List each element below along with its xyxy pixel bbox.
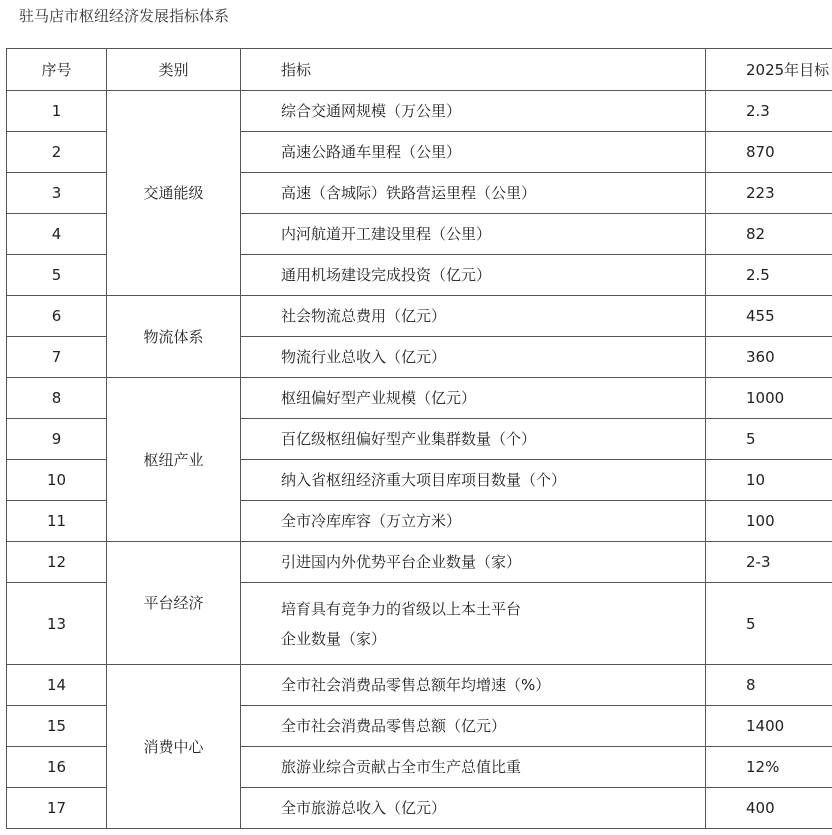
row-target: 5: [706, 419, 832, 460]
row-target: 223: [706, 173, 832, 214]
indicator-table: [6, 48, 832, 829]
row-target: 100: [706, 501, 832, 542]
row-indicator: 内河航道开工建设里程（公里）: [241, 214, 706, 255]
row-seq: 8: [7, 378, 107, 419]
row-target: 12%: [706, 747, 832, 788]
table-row: [7, 296, 832, 337]
row-seq: 2: [7, 132, 107, 173]
table-row: [7, 542, 832, 583]
row-seq: 1: [7, 91, 107, 132]
category-cell: 物流体系: [107, 296, 241, 378]
row-seq: 6: [7, 296, 107, 337]
row-target: 82: [706, 214, 832, 255]
row-seq: 3: [7, 173, 107, 214]
row-seq: 13: [7, 583, 107, 665]
row-indicator: 全市社会消费品零售总额年均增速（%）: [241, 665, 706, 706]
row-seq: 9: [7, 419, 107, 460]
row-indicator: 综合交通网规模（万公里）: [241, 91, 706, 132]
table-header-row: [7, 49, 832, 91]
row-target: 455: [706, 296, 832, 337]
row-seq: 4: [7, 214, 107, 255]
table-row: [7, 665, 832, 706]
row-indicator: 全市社会消费品零售总额（亿元）: [241, 706, 706, 747]
row-indicator: 全市旅游总收入（亿元）: [241, 788, 706, 829]
row-seq: 15: [7, 706, 107, 747]
category-cell: 平台经济: [107, 542, 241, 665]
row-seq: 5: [7, 255, 107, 296]
row-target: 2.5: [706, 255, 832, 296]
row-seq: 16: [7, 747, 107, 788]
row-seq: 7: [7, 337, 107, 378]
row-indicator: 全市冷库库容（万立方米）: [241, 501, 706, 542]
row-indicator: 高速（含城际）铁路营运里程（公里）: [241, 173, 706, 214]
header-category: 类别: [107, 49, 241, 91]
row-seq: 17: [7, 788, 107, 829]
row-target: 2.3: [706, 91, 832, 132]
row-target: 1000: [706, 378, 832, 419]
row-target: 870: [706, 132, 832, 173]
row-indicator: 高速公路通车里程（公里）: [241, 132, 706, 173]
category-cell: 交通能级: [107, 91, 241, 296]
row-indicator: 旅游业综合贡献占全市生产总值比重: [241, 747, 706, 788]
row-indicator: 引进国内外优势平台企业数量（家）: [241, 542, 706, 583]
row-target: 5: [706, 583, 832, 665]
category-cell: 枢纽产业: [107, 378, 241, 542]
row-target: 8: [706, 665, 832, 706]
row-seq: 12: [7, 542, 107, 583]
row-indicator-line1: 培育具有竞争力的省级以上本土平台: [281, 599, 522, 618]
row-seq: 10: [7, 460, 107, 501]
row-target: 360: [706, 337, 832, 378]
row-seq: 14: [7, 665, 107, 706]
row-seq: 11: [7, 501, 107, 542]
row-indicator-line2: 企业数量（家）: [281, 629, 387, 648]
row-target: 2-3: [706, 542, 832, 583]
row-target: 10: [706, 460, 832, 501]
table-row: [7, 91, 832, 132]
header-indicator: 指标: [241, 49, 706, 91]
row-target: 1400: [706, 706, 832, 747]
category-cell: 消费中心: [107, 665, 241, 829]
row-indicator: 枢纽偏好型产业规模（亿元）: [241, 378, 706, 419]
row-indicator: 物流行业总收入（亿元）: [241, 337, 706, 378]
row-indicator: 纳入省枢纽经济重大项目库项目数量（个）: [241, 460, 706, 501]
document-title: 驻马店市枢纽经济发展指标体系: [19, 7, 230, 25]
row-indicator: 百亿级枢纽偏好型产业集群数量（个）: [241, 419, 706, 460]
row-indicator: 社会物流总费用（亿元）: [241, 296, 706, 337]
row-indicator: [241, 583, 706, 665]
row-indicator: 通用机场建设完成投资（亿元）: [241, 255, 706, 296]
row-target: 400: [706, 788, 832, 829]
header-target: 2025年目标: [706, 49, 832, 91]
header-seq: 序号: [7, 49, 107, 91]
table-row: [7, 378, 832, 419]
